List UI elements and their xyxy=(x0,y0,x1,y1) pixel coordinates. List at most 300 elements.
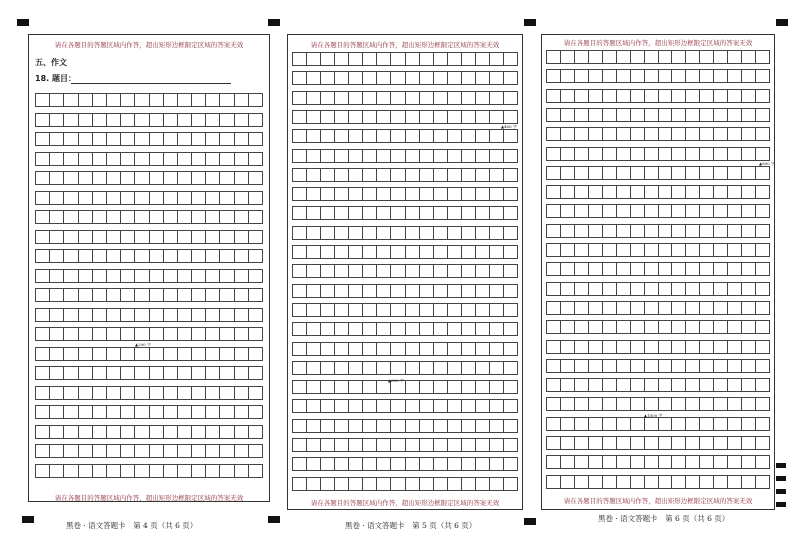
grid-cell[interactable] xyxy=(489,303,503,317)
grid-cell[interactable] xyxy=(248,269,263,283)
grid-cell[interactable] xyxy=(376,342,390,356)
grid-cell[interactable] xyxy=(106,191,120,205)
grid-cell[interactable] xyxy=(461,419,475,433)
grid-cell[interactable] xyxy=(177,210,191,224)
grid-cell[interactable] xyxy=(405,399,419,413)
grid-cell[interactable] xyxy=(177,171,191,185)
grid-cell[interactable] xyxy=(362,187,376,201)
grid-cell[interactable] xyxy=(671,147,685,161)
grid-cell[interactable] xyxy=(205,366,219,380)
grid-cell[interactable] xyxy=(205,425,219,439)
grid-cell[interactable] xyxy=(390,206,404,220)
grid-cell[interactable] xyxy=(120,113,134,127)
grid-cell[interactable] xyxy=(741,89,755,103)
grid-cell[interactable] xyxy=(699,359,713,373)
grid-cell[interactable] xyxy=(219,210,233,224)
grid-cell[interactable] xyxy=(475,361,489,375)
grid-cell[interactable] xyxy=(503,380,518,394)
grid-cell[interactable] xyxy=(461,206,475,220)
grid-cell[interactable] xyxy=(405,129,419,143)
grid-cell[interactable] xyxy=(630,455,644,469)
grid-cell[interactable] xyxy=(630,185,644,199)
grid-cell[interactable] xyxy=(390,303,404,317)
grid-cell[interactable] xyxy=(362,168,376,182)
grid-cell[interactable] xyxy=(433,226,447,240)
grid-cell[interactable] xyxy=(671,166,685,180)
grid-cell[interactable] xyxy=(630,224,644,238)
grid-cell[interactable] xyxy=(348,226,362,240)
grid-cell[interactable] xyxy=(405,361,419,375)
grid-cell[interactable] xyxy=(78,308,92,322)
grid-cell[interactable] xyxy=(390,399,404,413)
grid-cell[interactable] xyxy=(306,361,320,375)
grid-cell[interactable] xyxy=(49,171,63,185)
grid-cell[interactable] xyxy=(149,269,163,283)
grid-cell[interactable] xyxy=(461,477,475,491)
grid-cell[interactable] xyxy=(475,438,489,452)
grid-cell[interactable] xyxy=(92,230,106,244)
grid-cell[interactable] xyxy=(234,288,248,302)
grid-cell[interactable] xyxy=(713,340,727,354)
grid-cell[interactable] xyxy=(671,282,685,296)
grid-cell[interactable] xyxy=(671,475,685,489)
grid-cell[interactable] xyxy=(390,284,404,298)
grid-cell[interactable] xyxy=(433,149,447,163)
grid-cell[interactable] xyxy=(78,269,92,283)
grid-cell[interactable] xyxy=(489,52,503,66)
grid-cell[interactable] xyxy=(405,226,419,240)
grid-cell[interactable] xyxy=(177,347,191,361)
grid-cell[interactable] xyxy=(630,69,644,83)
grid-cell[interactable] xyxy=(419,322,433,336)
grid-cell[interactable] xyxy=(219,249,233,263)
grid-cell[interactable] xyxy=(92,464,106,478)
grid-cell[interactable] xyxy=(574,359,588,373)
grid-cell[interactable] xyxy=(602,455,616,469)
grid-cell[interactable] xyxy=(741,108,755,122)
grid-cell[interactable] xyxy=(588,204,602,218)
grid-cell[interactable] xyxy=(713,475,727,489)
grid-cell[interactable] xyxy=(616,69,630,83)
grid-cell[interactable] xyxy=(489,361,503,375)
grid-cell[interactable] xyxy=(306,342,320,356)
grid-cell[interactable] xyxy=(699,243,713,257)
grid-cell[interactable] xyxy=(405,71,419,85)
grid-cell[interactable] xyxy=(560,417,574,431)
grid-cell[interactable] xyxy=(713,243,727,257)
grid-cell[interactable] xyxy=(574,417,588,431)
grid-cell[interactable] xyxy=(671,89,685,103)
grid-cell[interactable] xyxy=(546,147,560,161)
grid-cell[interactable] xyxy=(419,438,433,452)
grid-cell[interactable] xyxy=(405,91,419,105)
grid-cell[interactable] xyxy=(376,187,390,201)
grid-cell[interactable] xyxy=(671,320,685,334)
grid-cell[interactable] xyxy=(727,185,741,199)
grid-cell[interactable] xyxy=(419,245,433,259)
grid-cell[interactable] xyxy=(727,301,741,315)
grid-cell[interactable] xyxy=(461,342,475,356)
grid-cell[interactable] xyxy=(348,438,362,452)
grid-cell[interactable] xyxy=(461,399,475,413)
grid-cell[interactable] xyxy=(35,444,49,458)
grid-cell[interactable] xyxy=(348,380,362,394)
grid-cell[interactable] xyxy=(630,127,644,141)
grid-cell[interactable] xyxy=(433,284,447,298)
grid-cell[interactable] xyxy=(63,425,77,439)
grid-cell[interactable] xyxy=(78,386,92,400)
grid-cell[interactable] xyxy=(106,464,120,478)
grid-cell[interactable] xyxy=(376,399,390,413)
grid-cell[interactable] xyxy=(292,322,306,336)
grid-cell[interactable] xyxy=(149,249,163,263)
grid-cell[interactable] xyxy=(362,380,376,394)
grid-cell[interactable] xyxy=(234,366,248,380)
grid-cell[interactable] xyxy=(616,166,630,180)
grid-cell[interactable] xyxy=(447,419,461,433)
grid-cell[interactable] xyxy=(49,288,63,302)
grid-cell[interactable] xyxy=(644,397,658,411)
grid-cell[interactable] xyxy=(503,129,518,143)
grid-cell[interactable] xyxy=(727,204,741,218)
grid-cell[interactable] xyxy=(644,127,658,141)
grid-cell[interactable] xyxy=(78,93,92,107)
grid-cell[interactable] xyxy=(447,438,461,452)
grid-cell[interactable] xyxy=(163,230,177,244)
grid-cell[interactable] xyxy=(177,93,191,107)
grid-cell[interactable] xyxy=(741,147,755,161)
grid-cell[interactable] xyxy=(405,419,419,433)
grid-cell[interactable] xyxy=(376,419,390,433)
grid-cell[interactable] xyxy=(334,110,348,124)
grid-cell[interactable] xyxy=(630,378,644,392)
grid-cell[interactable] xyxy=(348,284,362,298)
grid-cell[interactable] xyxy=(219,366,233,380)
grid-cell[interactable] xyxy=(35,308,49,322)
grid-cell[interactable] xyxy=(560,147,574,161)
grid-cell[interactable] xyxy=(348,322,362,336)
grid-cell[interactable] xyxy=(489,457,503,471)
grid-cell[interactable] xyxy=(685,147,699,161)
grid-cell[interactable] xyxy=(292,71,306,85)
grid-cell[interactable] xyxy=(292,361,306,375)
grid-cell[interactable] xyxy=(574,301,588,315)
grid-cell[interactable] xyxy=(334,284,348,298)
grid-cell[interactable] xyxy=(461,129,475,143)
grid-cell[interactable] xyxy=(644,108,658,122)
grid-cell[interactable] xyxy=(306,380,320,394)
grid-cell[interactable] xyxy=(49,347,63,361)
grid-cell[interactable] xyxy=(191,308,205,322)
grid-cell[interactable] xyxy=(390,342,404,356)
grid-cell[interactable] xyxy=(602,397,616,411)
grid-cell[interactable] xyxy=(63,171,77,185)
grid-cell[interactable] xyxy=(574,69,588,83)
grid-cell[interactable] xyxy=(334,399,348,413)
grid-cell[interactable] xyxy=(134,347,148,361)
grid-cell[interactable] xyxy=(755,320,770,334)
grid-cell[interactable] xyxy=(489,129,503,143)
grid-cell[interactable] xyxy=(489,284,503,298)
grid-cell[interactable] xyxy=(447,284,461,298)
grid-cell[interactable] xyxy=(191,191,205,205)
grid-cell[interactable] xyxy=(376,361,390,375)
grid-cell[interactable] xyxy=(658,127,672,141)
grid-cell[interactable] xyxy=(219,327,233,341)
grid-cell[interactable] xyxy=(134,269,148,283)
grid-cell[interactable] xyxy=(741,166,755,180)
grid-cell[interactable] xyxy=(461,457,475,471)
grid-cell[interactable] xyxy=(588,127,602,141)
grid-cell[interactable] xyxy=(177,464,191,478)
grid-cell[interactable] xyxy=(741,455,755,469)
grid-cell[interactable] xyxy=(35,347,49,361)
grid-cell[interactable] xyxy=(546,455,560,469)
grid-cell[interactable] xyxy=(419,52,433,66)
grid-cell[interactable] xyxy=(348,457,362,471)
grid-cell[interactable] xyxy=(741,50,755,64)
grid-cell[interactable] xyxy=(503,71,518,85)
grid-cell[interactable] xyxy=(685,204,699,218)
grid-cell[interactable] xyxy=(755,108,770,122)
grid-cell[interactable] xyxy=(588,282,602,296)
grid-cell[interactable] xyxy=(78,113,92,127)
grid-cell[interactable] xyxy=(419,226,433,240)
grid-cell[interactable] xyxy=(419,149,433,163)
grid-cell[interactable] xyxy=(334,457,348,471)
grid-cell[interactable] xyxy=(219,444,233,458)
grid-cell[interactable] xyxy=(35,230,49,244)
grid-cell[interactable] xyxy=(560,340,574,354)
grid-cell[interactable] xyxy=(177,386,191,400)
grid-cell[interactable] xyxy=(306,206,320,220)
grid-cell[interactable] xyxy=(685,436,699,450)
grid-cell[interactable] xyxy=(699,475,713,489)
grid-cell[interactable] xyxy=(616,320,630,334)
grid-cell[interactable] xyxy=(35,425,49,439)
grid-cell[interactable] xyxy=(362,129,376,143)
grid-cell[interactable] xyxy=(49,249,63,263)
grid-cell[interactable] xyxy=(163,425,177,439)
grid-cell[interactable] xyxy=(588,417,602,431)
grid-cell[interactable] xyxy=(248,171,263,185)
grid-cell[interactable] xyxy=(755,262,770,276)
grid-cell[interactable] xyxy=(120,288,134,302)
grid-cell[interactable] xyxy=(205,171,219,185)
grid-cell[interactable] xyxy=(205,405,219,419)
grid-cell[interactable] xyxy=(163,288,177,302)
grid-cell[interactable] xyxy=(433,361,447,375)
grid-cell[interactable] xyxy=(334,226,348,240)
grid-cell[interactable] xyxy=(447,110,461,124)
grid-cell[interactable] xyxy=(560,50,574,64)
grid-cell[interactable] xyxy=(390,52,404,66)
grid-cell[interactable] xyxy=(546,397,560,411)
grid-cell[interactable] xyxy=(78,191,92,205)
grid-cell[interactable] xyxy=(248,308,263,322)
grid-cell[interactable] xyxy=(546,243,560,257)
grid-cell[interactable] xyxy=(348,129,362,143)
grid-cell[interactable] xyxy=(390,322,404,336)
grid-cell[interactable] xyxy=(685,262,699,276)
grid-cell[interactable] xyxy=(630,340,644,354)
grid-cell[interactable] xyxy=(320,380,334,394)
grid-cell[interactable] xyxy=(713,166,727,180)
grid-cell[interactable] xyxy=(219,288,233,302)
grid-cell[interactable] xyxy=(376,149,390,163)
grid-cell[interactable] xyxy=(475,245,489,259)
grid-cell[interactable] xyxy=(461,226,475,240)
grid-cell[interactable] xyxy=(134,113,148,127)
grid-cell[interactable] xyxy=(546,108,560,122)
grid-cell[interactable] xyxy=(560,397,574,411)
grid-cell[interactable] xyxy=(713,436,727,450)
grid-cell[interactable] xyxy=(248,347,263,361)
grid-cell[interactable] xyxy=(713,320,727,334)
grid-cell[interactable] xyxy=(248,366,263,380)
grid-cell[interactable] xyxy=(546,262,560,276)
grid-cell[interactable] xyxy=(306,110,320,124)
grid-cell[interactable] xyxy=(92,132,106,146)
grid-cell[interactable] xyxy=(671,185,685,199)
grid-cell[interactable] xyxy=(177,152,191,166)
grid-cell[interactable] xyxy=(503,457,518,471)
grid-cell[interactable] xyxy=(348,149,362,163)
grid-cell[interactable] xyxy=(120,425,134,439)
grid-cell[interactable] xyxy=(616,89,630,103)
grid-cell[interactable] xyxy=(306,438,320,452)
grid-cell[interactable] xyxy=(588,378,602,392)
grid-cell[interactable] xyxy=(713,224,727,238)
grid-cell[interactable] xyxy=(35,210,49,224)
grid-cell[interactable] xyxy=(699,224,713,238)
grid-cell[interactable] xyxy=(461,168,475,182)
grid-cell[interactable] xyxy=(727,378,741,392)
grid-cell[interactable] xyxy=(713,89,727,103)
grid-cell[interactable] xyxy=(92,366,106,380)
grid-cell[interactable] xyxy=(92,210,106,224)
grid-cell[interactable] xyxy=(461,284,475,298)
grid-cell[interactable] xyxy=(671,301,685,315)
grid-cell[interactable] xyxy=(755,127,770,141)
grid-cell[interactable] xyxy=(390,187,404,201)
grid-cell[interactable] xyxy=(699,127,713,141)
grid-cell[interactable] xyxy=(602,436,616,450)
grid-cell[interactable] xyxy=(334,477,348,491)
grid-cell[interactable] xyxy=(362,284,376,298)
grid-cell[interactable] xyxy=(616,475,630,489)
grid-cell[interactable] xyxy=(306,419,320,433)
grid-cell[interactable] xyxy=(546,50,560,64)
grid-cell[interactable] xyxy=(390,91,404,105)
grid-cell[interactable] xyxy=(475,110,489,124)
grid-cell[interactable] xyxy=(120,327,134,341)
grid-cell[interactable] xyxy=(644,166,658,180)
grid-cell[interactable] xyxy=(348,245,362,259)
grid-cell[interactable] xyxy=(63,386,77,400)
grid-cell[interactable] xyxy=(78,347,92,361)
grid-cell[interactable] xyxy=(546,378,560,392)
grid-cell[interactable] xyxy=(546,417,560,431)
grid-cell[interactable] xyxy=(433,206,447,220)
grid-cell[interactable] xyxy=(574,436,588,450)
grid-cell[interactable] xyxy=(588,50,602,64)
grid-cell[interactable] xyxy=(205,288,219,302)
grid-cell[interactable] xyxy=(658,89,672,103)
grid-cell[interactable] xyxy=(447,91,461,105)
grid-cell[interactable] xyxy=(685,282,699,296)
grid-cell[interactable] xyxy=(685,455,699,469)
grid-cell[interactable] xyxy=(191,405,205,419)
grid-cell[interactable] xyxy=(447,322,461,336)
grid-cell[interactable] xyxy=(461,187,475,201)
grid-cell[interactable] xyxy=(376,91,390,105)
grid-cell[interactable] xyxy=(120,132,134,146)
grid-cell[interactable] xyxy=(306,303,320,317)
grid-cell[interactable] xyxy=(219,191,233,205)
grid-cell[interactable] xyxy=(390,149,404,163)
grid-cell[interactable] xyxy=(134,386,148,400)
grid-cell[interactable] xyxy=(191,132,205,146)
grid-cell[interactable] xyxy=(320,284,334,298)
grid-cell[interactable] xyxy=(560,475,574,489)
grid-cell[interactable] xyxy=(376,168,390,182)
grid-cell[interactable] xyxy=(419,303,433,317)
grid-cell[interactable] xyxy=(78,366,92,380)
grid-cell[interactable] xyxy=(320,438,334,452)
grid-cell[interactable] xyxy=(362,303,376,317)
grid-cell[interactable] xyxy=(177,405,191,419)
grid-cell[interactable] xyxy=(616,108,630,122)
grid-cell[interactable] xyxy=(419,380,433,394)
grid-cell[interactable] xyxy=(755,282,770,296)
grid-cell[interactable] xyxy=(219,347,233,361)
grid-cell[interactable] xyxy=(755,475,770,489)
grid-cell[interactable] xyxy=(177,191,191,205)
grid-cell[interactable] xyxy=(191,347,205,361)
grid-cell[interactable] xyxy=(503,168,518,182)
grid-cell[interactable] xyxy=(602,147,616,161)
grid-cell[interactable] xyxy=(574,282,588,296)
grid-cell[interactable] xyxy=(588,340,602,354)
grid-cell[interactable] xyxy=(475,52,489,66)
grid-cell[interactable] xyxy=(685,340,699,354)
grid-cell[interactable] xyxy=(602,475,616,489)
grid-cell[interactable] xyxy=(362,206,376,220)
grid-cell[interactable] xyxy=(671,243,685,257)
grid-cell[interactable] xyxy=(163,93,177,107)
grid-cell[interactable] xyxy=(447,206,461,220)
grid-cell[interactable] xyxy=(630,417,644,431)
grid-cell[interactable] xyxy=(755,301,770,315)
grid-cell[interactable] xyxy=(219,230,233,244)
grid-cell[interactable] xyxy=(35,249,49,263)
grid-cell[interactable] xyxy=(63,366,77,380)
grid-cell[interactable] xyxy=(292,245,306,259)
grid-cell[interactable] xyxy=(205,249,219,263)
grid-cell[interactable] xyxy=(320,168,334,182)
grid-cell[interactable] xyxy=(334,71,348,85)
grid-cell[interactable] xyxy=(685,89,699,103)
grid-cell[interactable] xyxy=(574,204,588,218)
grid-cell[interactable] xyxy=(419,187,433,201)
grid-cell[interactable] xyxy=(658,378,672,392)
grid-cell[interactable] xyxy=(727,166,741,180)
grid-cell[interactable] xyxy=(163,249,177,263)
grid-cell[interactable] xyxy=(248,249,263,263)
grid-cell[interactable] xyxy=(699,147,713,161)
grid-cell[interactable] xyxy=(699,89,713,103)
